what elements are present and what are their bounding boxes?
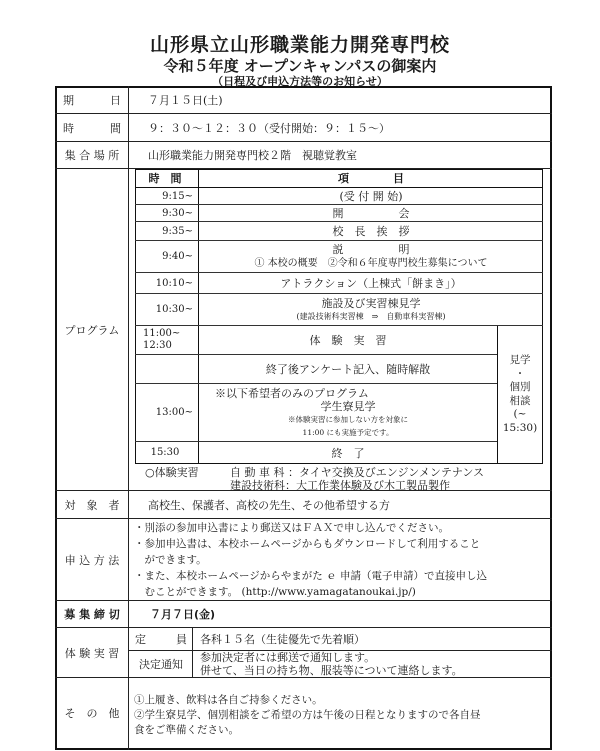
program-item-title: 説 明 — [332, 242, 410, 256]
program-item: 終了後アンケート記入、随時解散 — [265, 363, 431, 376]
row-divider — [55, 600, 552, 601]
date-value: ７月１５日(土) — [148, 94, 223, 107]
other-label: そ の 他 — [64, 707, 120, 720]
apply-lines — [134, 520, 487, 600]
experience-label: 体 験 実 習 — [64, 646, 120, 660]
apply-line: ・また、本校ホームページからやまがた ｅ 申請（電子申請）で直接申し込 — [134, 570, 487, 582]
time-label — [57, 114, 127, 141]
program-item — [199, 241, 543, 272]
place-value: 山形職業能力開発専門校２階 視聴覚教室 — [148, 149, 357, 162]
experience-note-build: 建設技術科：大工作業体験及び木工製品製作 — [230, 479, 450, 492]
target-value: 高校生、保護者、高校の先生、その他希望する方 — [148, 498, 390, 512]
program-item: 体 験 実 習 — [309, 334, 387, 347]
side-line: 個別 — [509, 381, 531, 393]
program-time: 9:30~ — [162, 207, 193, 219]
program-time-start: 11:00~ — [143, 328, 181, 339]
capacity-label-a: 定 — [135, 633, 146, 646]
capacity-value: 各科１５名（生徒優先で先着順） — [200, 633, 365, 646]
program-time — [137, 326, 197, 354]
program-item-note: 11:00 にも実施予定です。 — [302, 427, 394, 437]
program-time: 9:40~ — [162, 251, 193, 262]
capacity-label-b: 員 — [176, 633, 187, 646]
side-line: 見学 — [509, 354, 531, 366]
side-line: (~ — [513, 408, 527, 420]
program-item: アトラクション（上棟式「餅まき」） — [280, 277, 462, 290]
place-label: 集 合 場 所 — [64, 149, 120, 162]
apply-line: ・別添の参加申込書により郵送又はＦＡＸで申し込んでください。 — [134, 522, 449, 534]
program-time: 9:15~ — [162, 190, 193, 202]
apply-line: ができます。 — [134, 554, 207, 566]
program-item-title: ※以下希望者のみのプログラム — [215, 386, 369, 400]
notice-label: 決定通知 — [139, 658, 183, 671]
other-line: ②学生寮見学、個別相談をご希望の方は午後の日程となりますので各自昼 — [134, 709, 481, 721]
other-lines — [134, 693, 481, 738]
side-line: 15:30) — [502, 421, 538, 434]
notice-line: 参加決定者には郵送で通知します。 — [200, 651, 376, 664]
program-time: 13:00~ — [155, 407, 193, 418]
apply-line: むことができます。 (http://www.yamagatanoukai.jp/) — [134, 586, 416, 598]
date-label — [57, 87, 127, 113]
program-head-item: 項 目 — [338, 172, 404, 185]
program-time — [137, 355, 197, 383]
program-item: 校 長 挨 拶 — [332, 225, 410, 238]
experience-note-auto: 自 動 車 科 ：タイヤ交換及びエンジンメンテナンス — [230, 466, 485, 479]
row-divider — [55, 677, 552, 678]
program-side-note — [498, 326, 542, 463]
deadline-label: 募 集 締 切 — [64, 608, 120, 621]
other-line: ①上履き、飲料は各自ご持参ください。 — [134, 694, 323, 706]
time-value: ９：３０～１２：３０（受付開始：９：１５～） — [148, 121, 390, 135]
deadline-value: ７月７日(金) — [150, 608, 216, 621]
notice-lines — [200, 651, 463, 677]
other-line: 食をご準備ください。 — [134, 724, 239, 736]
date-label-b: 日 — [110, 94, 121, 107]
experience-note-label: ○体験実習 — [145, 466, 199, 479]
side-line: 相談 — [509, 394, 531, 407]
program-item-sub: ① 本校の概要 ②令和６年度専門校生募集について — [254, 257, 488, 269]
program-time: 15:30 — [150, 447, 180, 458]
program-item: (受 付 開 始) — [339, 190, 403, 203]
program-head-time: 時 間 — [148, 172, 182, 185]
experience-sub-divider — [192, 627, 193, 677]
program-item-title: 施設及び実習棟見学 — [321, 296, 421, 310]
program-time: 10:30~ — [155, 304, 193, 315]
time-label-b: 間 — [110, 121, 121, 135]
program-time-end: 12:30 — [143, 340, 172, 351]
notice-line: 併せて、当日の持ち物、服装等について連絡します。 — [200, 664, 463, 677]
program-time: 9:35~ — [162, 225, 193, 237]
time-label-a: 時 — [63, 121, 74, 135]
program-label: プログラム — [64, 323, 120, 337]
document-note: （日程及び申込方法等のお知らせ） — [212, 75, 388, 88]
program-item: 終 了 — [331, 446, 365, 460]
side-line: ・ — [514, 367, 526, 380]
target-label: 対 象 者 — [64, 498, 120, 512]
program-item-note: ※体験実習に参加しない方を対象に — [288, 414, 408, 424]
row-divider — [55, 518, 552, 519]
date-label-a: 期 — [63, 94, 74, 107]
apply-line: ・参加申込書は、本校ホームページからもダウンロードして利用すること — [134, 538, 481, 550]
apply-label: 申 込 方 法 — [64, 553, 120, 567]
program-item-sub: 学生寮見学 — [320, 399, 376, 413]
program-item-sub: (建設技術科実習棟 ⇒ 自動車科実習棟) — [296, 311, 446, 321]
program-item — [199, 384, 497, 441]
document-title: 山形県立山形職業能力開発専門校 — [149, 34, 450, 56]
program-item: 開 会 — [332, 207, 410, 220]
document-subtitle: 令和５年度 オープンキャンパスの御案内 — [163, 57, 437, 75]
program-time: 10:10~ — [155, 277, 193, 289]
program-item — [199, 294, 543, 325]
capacity-label — [135, 628, 187, 650]
